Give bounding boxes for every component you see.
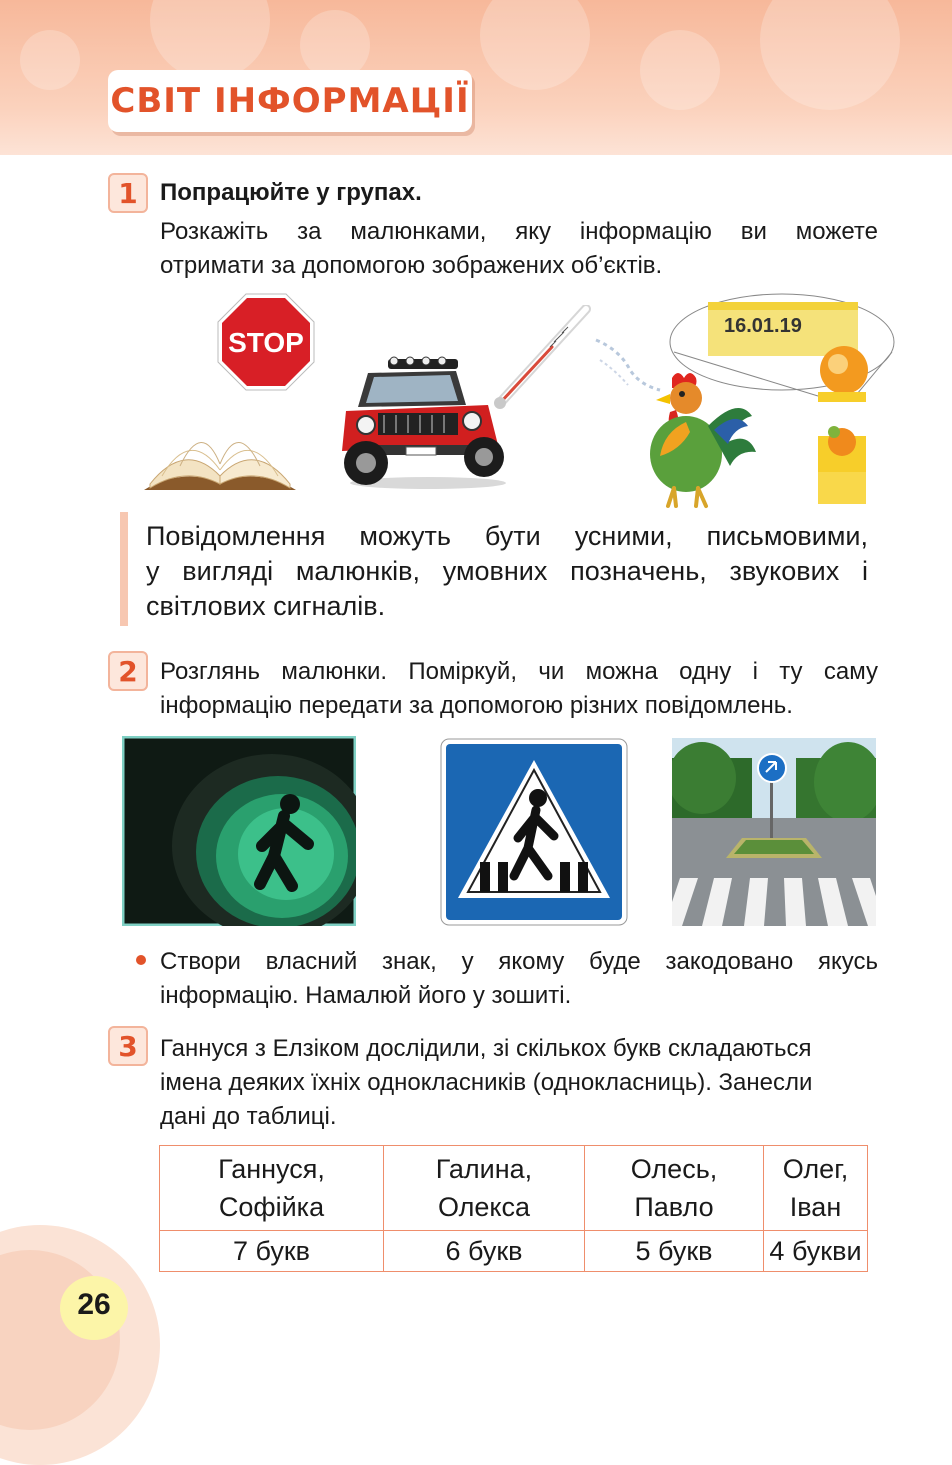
- table-header-cell: [160, 1146, 384, 1231]
- task1-heading: Попрацюйте у групах.: [160, 179, 422, 206]
- task2-bullet-line2: інформацію. Намалюй його у зошиті.: [160, 982, 572, 1009]
- info-line-2: у вигляді малюнків, умовних позначень, звукових і: [146, 556, 868, 586]
- table-header-cell: [585, 1146, 764, 1231]
- decor-bubble: [480, 0, 590, 90]
- task2-bullet-line1: Створи власний знак, у якому буде закодовано якусь: [160, 948, 878, 975]
- header-name: Софійка: [218, 1192, 325, 1222]
- page-number: 26: [77, 1288, 111, 1321]
- table-header-cell: [764, 1146, 868, 1231]
- header-name: Іван: [789, 1192, 842, 1222]
- task2-line2: інформацію передати за допомогою різних повідомлень.: [160, 692, 793, 719]
- stop-sign-text: STOP: [228, 327, 304, 358]
- table-header-cell: [384, 1146, 585, 1231]
- header-name: Олег,: [782, 1154, 849, 1184]
- task3-line1: Ганнуся з Елзіком дослідили, зі скількох букв складаються: [160, 1035, 812, 1062]
- section-title-box: [108, 70, 472, 132]
- decor-bubble: [150, 0, 270, 80]
- header-name: Галина,: [435, 1154, 533, 1184]
- decor-bubble: [640, 30, 720, 110]
- info-box: [146, 519, 868, 624]
- juice-box-image: [668, 292, 904, 508]
- task1-text-line2: отримати за допомогою зображених об’єктів.: [160, 252, 663, 279]
- info-line-3: світлових сигналів.: [146, 591, 386, 621]
- stop-sign-image: [216, 292, 316, 392]
- header-name: Олесь,: [630, 1154, 718, 1184]
- task3-line2: імена деяких їхніх однокласників (однокласниць). Занесли: [160, 1069, 813, 1096]
- task3-line3: дані до таблиці.: [160, 1103, 337, 1130]
- decor-bubble: [20, 30, 80, 90]
- table-header-row: [160, 1146, 868, 1231]
- date-label: 16.01.19: [724, 315, 802, 337]
- table-cell: 4 букви: [764, 1231, 868, 1272]
- header-name: Олекса: [437, 1192, 531, 1222]
- jeep-image: [338, 355, 508, 490]
- info-line-1: Повідомлення можуть бути усними, письмовими,: [146, 521, 868, 551]
- thermometer-image: [492, 305, 592, 410]
- task1-text-line1: Розкажіть за малюнками, яку інформацію ви можете: [160, 218, 878, 245]
- table-cell: 6 букв: [384, 1231, 585, 1272]
- bullet-point: [136, 955, 146, 965]
- table-cell: 7 букв: [160, 1231, 384, 1272]
- pedestrian-traffic-light-image: [122, 736, 356, 926]
- table-row: [160, 1231, 868, 1272]
- task2-line1: Розглянь малюнки. Поміркуй, чи можна одну і ту саму: [160, 658, 878, 685]
- task-number-2: 2: [108, 651, 148, 691]
- section-title: СВІТ ІНФОРМАЦІЇ: [110, 81, 470, 121]
- zebra-crossing-road-image: [672, 738, 876, 926]
- book-image: [140, 410, 300, 495]
- header-name: Ганнуся,: [218, 1154, 325, 1184]
- info-highlight-bar: [120, 512, 128, 626]
- table-cell: 5 букв: [585, 1231, 764, 1272]
- pedestrian-crossing-sign-image: [440, 738, 628, 926]
- names-letter-count-table: [159, 1145, 868, 1272]
- task-number-3: 3: [108, 1026, 148, 1066]
- decor-bubble: [760, 0, 900, 110]
- header-name: Павло: [634, 1192, 714, 1222]
- task-number-1: 1: [108, 173, 148, 213]
